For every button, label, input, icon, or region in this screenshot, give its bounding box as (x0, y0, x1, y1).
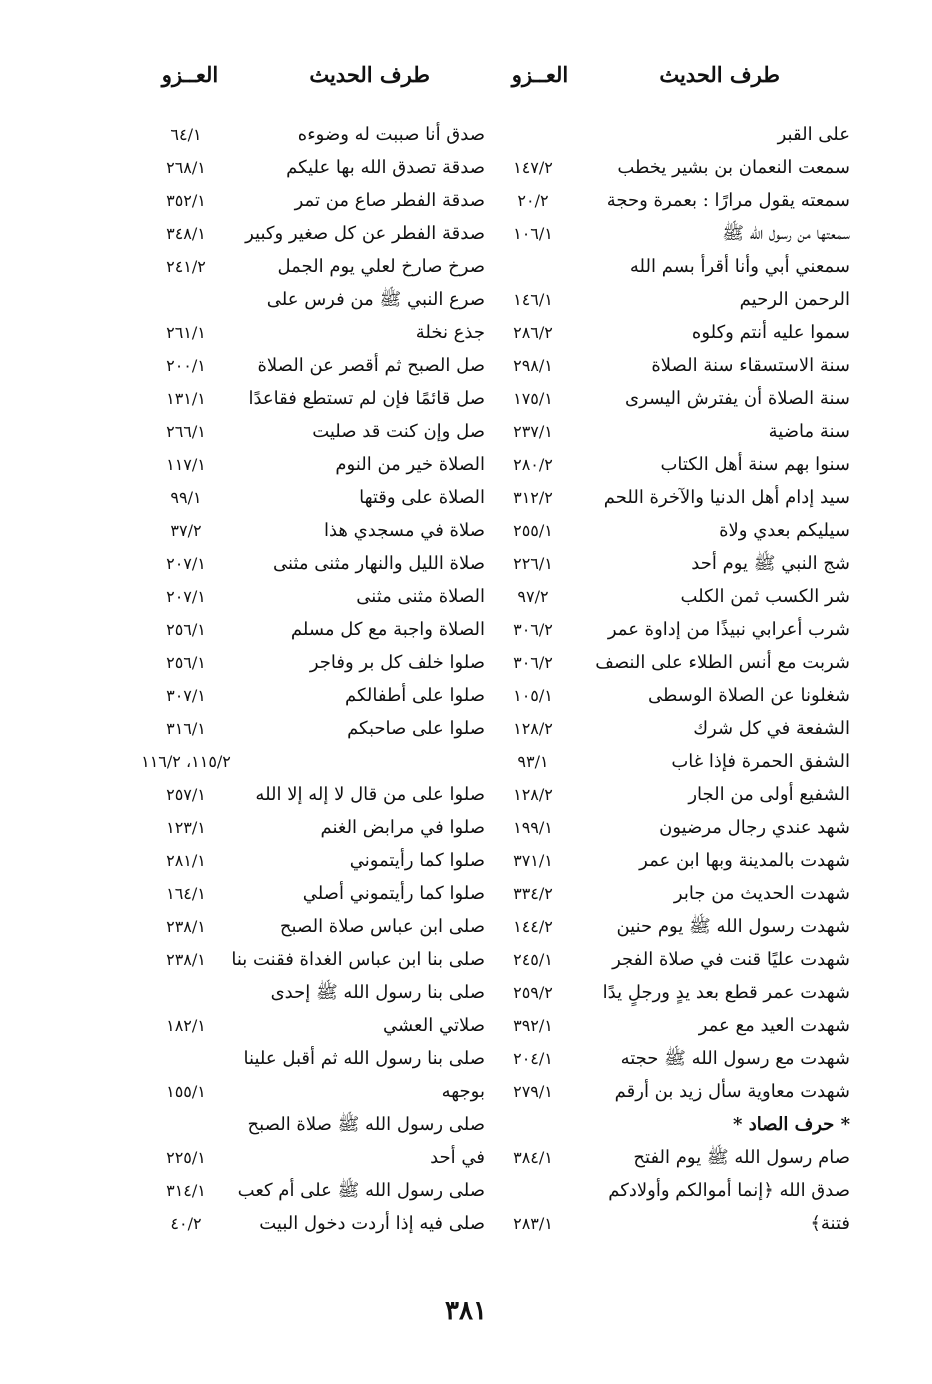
hadith-entry-ref (488, 118, 578, 151)
hadith-entry-text: صدقة الفطر صاع من تمر (294, 190, 485, 211)
left-column-texts (231, 118, 485, 1240)
hadith-entry-ref: ٢٥٦/١ (166, 620, 206, 639)
hadith-entry-text: الرحمن الرحيم (739, 289, 850, 310)
hadith-entry-text: الصلاة خير من النوم (335, 454, 485, 475)
hadith-entry-text: سموا عليه أنتم وكلوه (691, 322, 850, 343)
hadith-entry-ref: ١٦٤/١ (166, 884, 206, 903)
hadith-entry-ref: ٢٠٧/١ (166, 554, 206, 573)
hadith-entry-ref: ٦٤/١ (170, 125, 202, 144)
hadith-entry-text: صدقة الفطر عن كل صغير وكبير (245, 223, 485, 244)
hadith-entry-text: شهدت الحديث من جابر (673, 883, 850, 904)
hadith-entry-ref: ٢٦٦/١ (166, 422, 206, 441)
hadith-entry-ref: ٣٣٤/٢ (513, 884, 553, 903)
hadith-entry-text: صلوا على صاحبكم (347, 718, 485, 739)
hadith-entry-text: الشفعة في كل شرك (693, 718, 850, 739)
hadith-entry-text: صدق أنا صببت له وضوءه (297, 124, 485, 145)
right-column-refs (488, 118, 578, 1240)
hadith-entry-ref: ٢٢٥/١ (166, 1148, 206, 1167)
hadith-entry-ref: ١٤٤/٢ (513, 917, 553, 936)
hadith-entry-ref (130, 1042, 242, 1075)
hadith-entry-ref: ٣٧١/١ (513, 851, 553, 870)
hadith-entry-ref: ٢٥٥/١ (513, 521, 553, 540)
hadith-entry-text: صام رسول الله ﷺ يوم الفتح (633, 1147, 850, 1168)
page-number: ٣٨١ (445, 1296, 487, 1326)
hadith-entry-ref: ٢٧٩/١ (513, 1082, 553, 1101)
hadith-entry-ref: ١٤٦/١ (513, 290, 553, 309)
hadith-entry-ref: ١٢٨/٢ (513, 785, 553, 804)
hadith-entry-ref: ٣٥٢/١ (166, 191, 206, 210)
hadith-entry-text: في أحد (430, 1147, 485, 1168)
hadith-entry-text: صلى بنا رسول الله ثم أقبل علينا (243, 1048, 485, 1069)
hadith-entry-text: سمعته يقول مرارًا : بعمرة وحجة (606, 190, 850, 211)
hadith-entry-text: سنة الاستسقاء سنة الصلاة (651, 355, 850, 376)
hadith-entry-text: شهد عندي رجال مرضيون (659, 817, 850, 838)
hadith-entry-ref: ١٢٨/٢ (513, 719, 553, 738)
hadith-entry-ref (130, 1108, 242, 1141)
hadith-entry-ref: ١٠٦/١ (513, 224, 553, 243)
left-text-header: طرف الحديث (309, 62, 430, 87)
hadith-entry-ref: ١١٧/١ (166, 455, 206, 474)
hadith-entry-ref: ١٧٥/١ (513, 389, 553, 408)
hadith-entry-text: صلى بنا ابن عباس الغداة فقنت بنا (231, 949, 485, 970)
hadith-entry-ref: ٩٧/٢ (517, 587, 549, 606)
hadith-entry-ref: ٣١٢/٢ (513, 488, 553, 507)
hadith-entry-ref (488, 250, 578, 283)
right-ref-header: العــزو (511, 62, 569, 87)
hadith-entry-text: الصلاة على وقتها (359, 487, 485, 508)
hadith-entry-text: سنوا بهم سنة أهل الكتاب (660, 454, 850, 475)
hadith-entry-text: صلوا على أطفالكم (344, 685, 485, 706)
hadith-entry-text: سمعني أبي وأنا أقرأ بسم الله (629, 256, 850, 277)
hadith-entry-ref: ٢٥٩/٢ (513, 983, 553, 1002)
hadith-entry-ref: ١٥٥/١ (166, 1082, 206, 1101)
hadith-entry-ref: ٣٤٨/١ (166, 224, 206, 243)
hadith-entry-text (245, 745, 485, 778)
hadith-entry-text: شهدت معاوية سأل زيد بن أرقم (614, 1081, 850, 1102)
hadith-entry-ref: ٢٨٣/١ (513, 1214, 553, 1233)
hadith-entry-ref: ٢٠٧/١ (166, 587, 206, 606)
hadith-entry-text: الصلاة واجبة مع كل مسلم (290, 619, 485, 640)
hadith-entry-ref: ٤٠/٢ (170, 1214, 202, 1233)
hadith-entry-ref: ٢٠٤/١ (513, 1049, 553, 1068)
hadith-entry-ref: ١٤٧/٢ (513, 158, 553, 177)
hadith-entry-ref: ٣١٦/١ (166, 719, 206, 738)
hadith-entry-ref: ٢٠/٢ (517, 191, 549, 210)
hadith-entry-ref: ٢٢٦/١ (513, 554, 553, 573)
hadith-entry-text: صلاة الليل والنهار مثنى مثنى (273, 553, 485, 574)
hadith-entry-ref: ٢٨١/١ (166, 851, 206, 870)
hadith-entry-text: سمعتها من رسول الله ﷺ (722, 223, 850, 244)
hadith-entry-ref: ٢٥٦/١ (166, 653, 206, 672)
hadith-entry-ref (130, 976, 242, 1009)
hadith-entry-text: شر الكسب ثمن الكلب (680, 586, 850, 607)
hadith-entry-text: سيليكم بعدي ولاة (719, 520, 850, 541)
hadith-entry-text: صل الصبح ثم أقصر عن الصلاة (257, 355, 485, 376)
hadith-entry-text: * حرف الصاد * (733, 1114, 850, 1135)
hadith-entry-ref: ٢٨٦/٢ (513, 323, 553, 342)
hadith-entry-text: شرب أعرابي نبيذًا من إداوة عمر (607, 619, 850, 640)
hadith-entry-text: شهدت بالمدينة وبها ابن عمر (639, 850, 850, 871)
hadith-entry-text: صلوا خلف كل بر وفاجر (309, 652, 485, 673)
hadith-entry-text: صرع النبي ﷺ من فرس على (266, 289, 485, 310)
hadith-entry-ref: ٢٦١/١ (166, 323, 206, 342)
hadith-entry-ref: ١٨٢/١ (166, 1016, 206, 1035)
hadith-entry-text: شهدت عمر قطع بعد يدٍ ورجلٍ يدًا (602, 982, 850, 1003)
hadith-entry-ref: ٢٤١/٢ (166, 257, 206, 276)
hadith-entry-text: سنة الصلاة أن يفترش اليسرى (625, 388, 850, 409)
hadith-entry-text: الشفق الحمرة فإذا غاب (671, 751, 850, 772)
hadith-entry-text: صرخ صارخ لعلي يوم الجمل (277, 256, 485, 277)
hadith-entry-ref: ٩٩/١ (170, 488, 202, 507)
hadith-entry-text: صلى رسول الله ﷺ صلاة الصبح (247, 1114, 485, 1135)
hadith-entry-ref: ٢٨٠/٢ (513, 455, 553, 474)
hadith-entry-text: صلوا في مرابض الغنم (320, 817, 485, 838)
hadith-entry-text: الصلاة مثنى مثنى (356, 586, 485, 607)
hadith-entry-text: جذع نخلة (415, 322, 485, 343)
hadith-entry-ref: ٢٤٥/١ (513, 950, 553, 969)
hadith-entry-text: شهدت العيد مع عمر (698, 1015, 850, 1036)
hadith-entry-text: صلاة في مسجدي هذا (323, 520, 485, 541)
hadith-entry-text: شهدت مع رسول الله ﷺ حجته (620, 1048, 850, 1069)
hadith-entry-text: شهدت عليًا قنت في صلاة الفجر (612, 949, 850, 970)
hadith-entry-text: شج النبي ﷺ يوم أحد (691, 553, 850, 574)
hadith-entry-ref: ٣٨٤/١ (513, 1148, 553, 1167)
hadith-entry-text: صدقة تصدق الله بها عليكم (286, 157, 485, 178)
hadith-entry-ref (488, 1108, 578, 1141)
hadith-entry-ref: ١٢٣/١ (166, 818, 206, 837)
right-text-header: طرف الحديث (659, 62, 780, 87)
hadith-entry-ref: ٣٠٦/٢ (513, 653, 553, 672)
hadith-entry-ref: ٣١٤/١ (166, 1181, 206, 1200)
hadith-entry-ref: ١١٥/٢، ١١٦/٢ (141, 752, 231, 771)
hadith-entry-ref: ٢٦٨/١ (166, 158, 206, 177)
hadith-entry-text: صلى فيه إذا أردت دخول البيت (259, 1213, 485, 1234)
hadith-entry-ref: ٢٠٠/١ (166, 356, 206, 375)
hadith-entry-text: بوجهه (441, 1081, 485, 1102)
hadith-entry-text: شربت مع أنس الطلاء على النصف (595, 652, 850, 673)
hadith-entry-text: صلى ابن عباس صلاة الصبح (279, 916, 485, 937)
hadith-entry-text: صلى بنا رسول الله ﷺ إحدى (270, 982, 485, 1003)
hadith-entry-text: صلوا على من قال لا إله إلا الله (255, 784, 485, 805)
hadith-entry-text: صلوا كما رأيتموني (349, 850, 485, 871)
hadith-entry-text: على القبر (777, 124, 850, 145)
left-column-refs (130, 118, 242, 1240)
hadith-entry-ref (488, 1174, 578, 1207)
hadith-entry-text: سيد إدام أهل الدنيا والآخرة اللحم (603, 487, 850, 508)
hadith-entry-ref: ٣٩٢/١ (513, 1016, 553, 1035)
hadith-entry-text: الشفيع أولى من الجار (688, 784, 850, 805)
hadith-entry-ref: ٢٣٨/١ (166, 950, 206, 969)
hadith-entry-ref: ١٣١/١ (166, 389, 206, 408)
hadith-entry-ref: ٣٠٧/١ (166, 686, 206, 705)
hadith-entry-ref: ٢٩٨/١ (513, 356, 553, 375)
hadith-entry-ref (130, 283, 242, 316)
hadith-entry-ref: ٣٧/٢ (170, 521, 202, 540)
hadith-entry-ref: ٢٣٨/١ (166, 917, 206, 936)
hadith-entry-ref: ٩٣/١ (517, 752, 549, 771)
hadith-entry-ref: ٢٥٧/١ (166, 785, 206, 804)
hadith-entry-ref: ١٠٥/١ (513, 686, 553, 705)
hadith-entry-ref: ٣٠٦/٢ (513, 620, 553, 639)
hadith-entry-text: صدق الله ﴿إنما أموالكم وأولادكم (608, 1180, 850, 1201)
hadith-entry-text: شهدت رسول الله ﷺ يوم حنين (616, 916, 850, 937)
hadith-entry-text: سنة ماضية (768, 421, 850, 442)
left-ref-header: العــزو (161, 62, 219, 87)
hadith-entry-ref: ٢٣٧/١ (513, 422, 553, 441)
hadith-entry-text: صلى رسول الله ﷺ على أم كعب (237, 1180, 485, 1201)
hadith-entry-text: شغلونا عن الصلاة الوسطى (647, 685, 850, 706)
hadith-entry-text: صل وإن كنت قد صليت (312, 421, 485, 442)
hadith-entry-text: صلوا كما رأيتموني أصلي (302, 883, 485, 904)
hadith-entry-text: سمعت النعمان بن بشير يخطب (617, 157, 850, 178)
hadith-entry-text: فتنة﴾ (810, 1213, 850, 1234)
hadith-entry-ref: ١٩٩/١ (513, 818, 553, 837)
hadith-entry-text: صلاتي العشي (383, 1015, 485, 1036)
hadith-entry-text: صل قائمًا فإن لم تستطع فقاعدًا (248, 388, 485, 409)
